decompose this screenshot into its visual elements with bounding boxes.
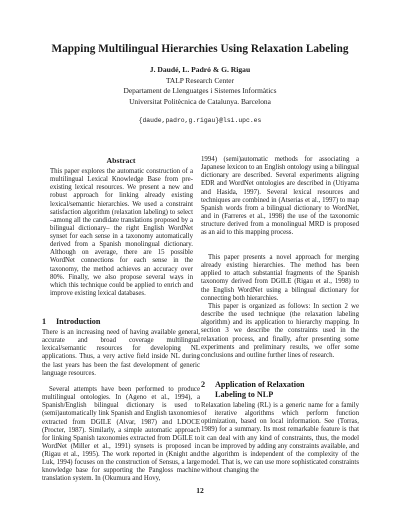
page-number: 12 xyxy=(196,486,204,495)
author-email: {daude,padro,g.rigau}@lsi.upc.es xyxy=(138,117,262,124)
section-number: 2 xyxy=(201,380,206,389)
section-2-heading xyxy=(201,380,305,400)
right-paragraph-3: This paper is organized as follows: In section 2 we describe the used technique (the relaxation labeling algorithm) and its application to hierarchy mapping. In section 3 we describe the constraints used in the relaxation process, and finally, after presenting some experiments and preliminary results, we offer some conclusions and outline further lines of research. xyxy=(201,303,359,359)
affiliation-line: Departament de Llenguatges i Sistemes Informàtics xyxy=(123,86,277,96)
section-title-line1: Application of Relaxation xyxy=(215,380,305,389)
abstract-text: This paper explores the automatic construction of a multilingual Lexical Knowledge Base from pre-existing lexical resources. We present a new and robust approach for linking already existing lexical/semantic hierarchies. We used a constraint satisfaction algorithm (relaxation labeling) to select –among all the candidate translations proposed by a bilingual dictionary– the right English WordNet synset for each sense in a taxonomy automatically derived from a Spanish monolingual dictionary. Although on average, there are 15 possible WordNet connections for each sense in the taxonomy, the method achieves an accuracy over 80%. Finally, we also propose several ways in which this technique could be applied to enrich and improve existing lexical databases. xyxy=(50,168,193,297)
affiliation-block xyxy=(0,76,400,107)
section-number: 1 xyxy=(42,317,47,326)
intro-paragraph-2: Several attempts have been performed to produce multilingual ontologies. In (Ageno et al., 1994), a Spanish/English bilingual dictionary is used to (semi)automatically link Spanish and English taxonomies extracted from DGILE (Alvar, 1987) and LDOCE (Procter, 1987). Similarly, a simple automatic approach for linking Spanish taxonomies extracted from DGILE to WordNet (Miller et al., 1991) synsets is proposed in (Rigau et al., 1995). The work reported in (Knight and Luk, 1994) focuses on the construction of Sensus, a large knowledge base for supporting the Pangloss machine translation system. In (Okumura and Hovy, xyxy=(42,386,200,483)
abstract-heading: Abstract xyxy=(106,156,136,165)
section-1-heading xyxy=(42,317,100,326)
section-2-paragraph: Relaxation labeling (RL) is a generic name for a family of iterative algorithms which perform function optimization, based on local information. See (Torras, 1989) for a summary. Its most remarkable feature is that it can deal with any kind of constraints, thus, the model can be improved by adding any constraints available, and the algorithm is independent of the complexity of the model. That is, we can use more sophisticated constraints without changing the xyxy=(201,402,359,474)
affiliation-line: TALP Research Center xyxy=(165,76,235,85)
paper-title: Mapping Multilingual Hierarchies Using Relaxation Labeling xyxy=(51,43,349,55)
intro-paragraph-1: There is an increasing need of having available general, accurate and broad coverage multilingual lexical/semantic resources for developing NL applications. Thus, a very active field inside NL during the last years has been the fast development of generic language resources. xyxy=(42,329,200,377)
section-title: Introduction xyxy=(56,317,101,326)
right-paragraph-1: 1994) (semi)automatic methods for associating a Japanese lexicon to an English ontology using a bilingual dictionary are described. Several experiments aligning EDR and WordNet ontologies are described in (Utiyama and Hasida, 1997). Several lexical resources and techniques are combined in (Atserias et al., 1997) to map Spanish words from a bilingual dictionary to WordNet, and in (Farreres et al., 1998) the use of the taxonomic structure derived from a monolingual MRD is proposed as an aid to this mapping process. xyxy=(201,156,359,237)
affiliation-line: Universitat Politècnica de Catalunya. Barcelona xyxy=(129,96,271,106)
right-paragraph-2: This paper presents a novel approach for merging already existing hierarchies. The method has been applied to attach substantial fragments of the Spanish taxonomy derived from DGILE (Rigau et al., 1998) to the English WordNet using a bilingual dictionary for connecting both hierarchies. xyxy=(201,254,359,302)
section-title-line2: Labeling to NLP xyxy=(215,390,274,399)
paper-authors: J. Daudé, L. Padró & G. Rigau xyxy=(149,65,251,74)
